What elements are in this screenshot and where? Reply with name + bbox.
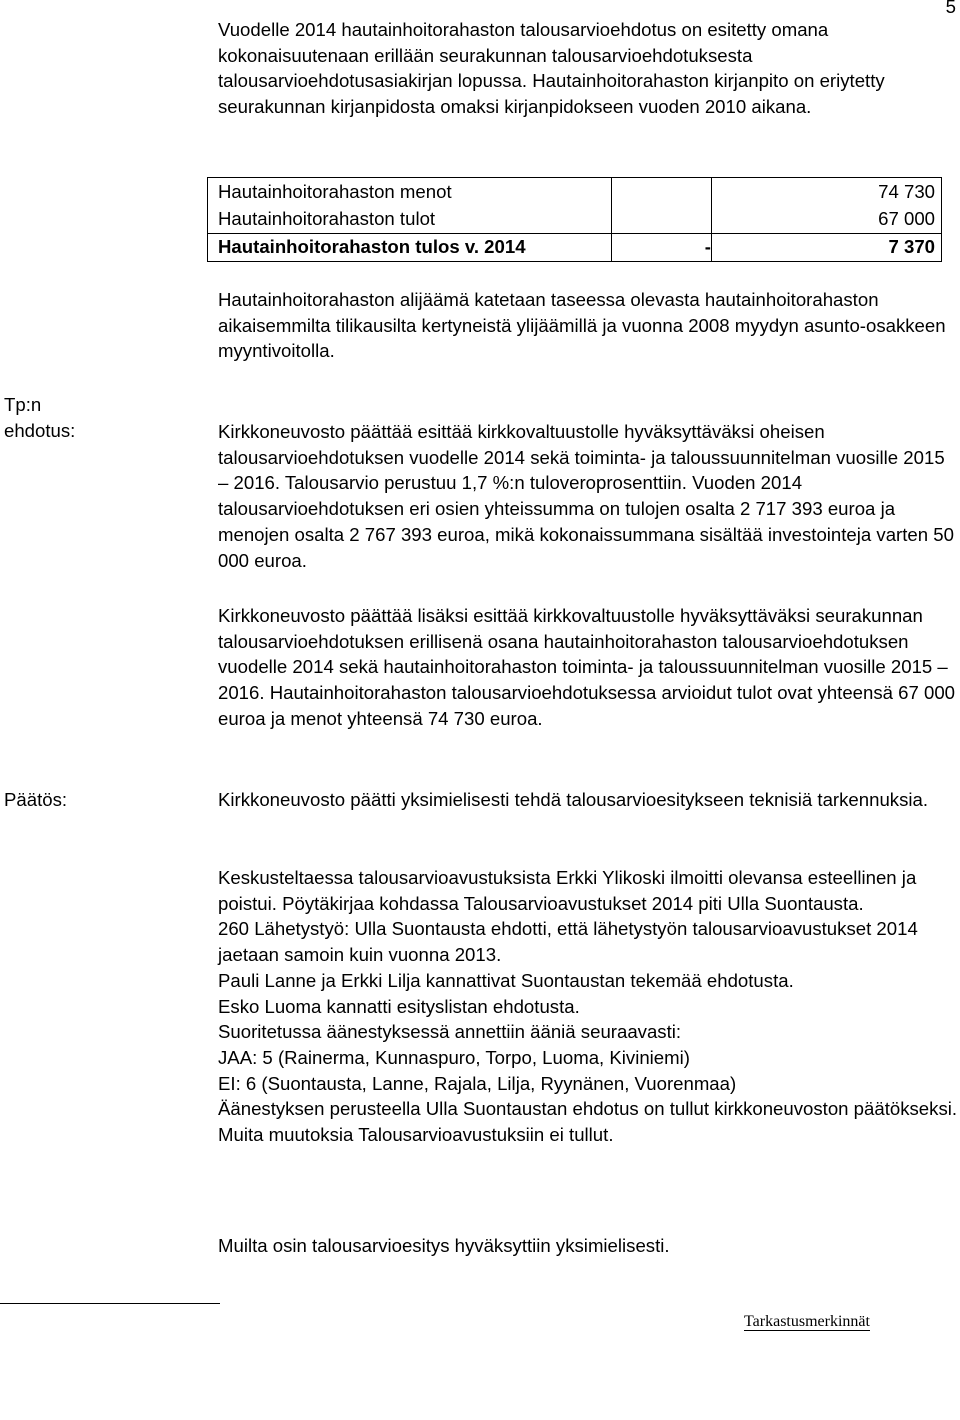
decision-paragraph-1: [218, 787, 958, 813]
decision-final: [218, 1233, 958, 1259]
decision-line: EI: 6 (Suontausta, Lanne, Rajala, Lilja, Ryynänen, Vuorenmaa): [218, 1072, 737, 1094]
decision-line: 260 Lähetystyö: Ulla Suontausta ehdotti, että lähetystyön talousarvioavustukset 2014 jaetaan samoin kuin vuonna 2013.: [218, 918, 918, 966]
decision-label: Päätös:: [4, 789, 68, 810]
budget-row-income: [208, 205, 942, 233]
proposal-text-2: Kirkkoneuvosto päättää lisäksi esittää kirkkovaltuustolle hyväksyttäväksi seurakunnan talousarvioehdotuksen erillisenä osana hautainhoitorahaston talousarvioehdotuksen vuodelle 2014 sekä hautainhoitorahaston toiminta- ja taloussuunnitelman vuosille 2015 – 2016. Hautainhoitorahaston talousarvioehdotuksessa arvioidut tulot ovat yhteensä 67 000 euroa ja menot yhteensä 74 730 euroa.: [218, 605, 956, 729]
proposal-label-line2: ehdotus:: [4, 419, 76, 441]
review-stamp: [744, 1312, 894, 1332]
footer-rule: [0, 1303, 220, 1304]
decision-line: JAA: 5 (Rainerma, Kunnaspuro, Torpo, Luoma, Kiviniemi): [218, 1046, 690, 1068]
proposal-text-1: Kirkkoneuvosto päättää esittää kirkkovaltuustolle hyväksyttäväksi oheisen talousarvioehdotuksen vuodelle 2014 sekä toiminta- ja taloussuunnitelman vuosille 2015 – 2016. Talousarvio perustuu 1,7 %:n tuloveroprosenttiin. Vuoden 2014 talousarvioehdotuksen eri osien yhteissumma on tulojen osalta 2 717 393 euroa ja menojen osalta 2 767 393 euroa, mikä kokonaissummana sisältää investointeja varten 50 000 euroa.: [218, 421, 954, 571]
review-stamp-text: Tarkastusmerkinnät: [744, 1313, 870, 1330]
decision-line: Äänestyksen perusteella Ulla Suontaustan ehdotus on tullut kirkkoneuvoston päätökseksi.: [218, 1098, 958, 1120]
budget-sign: -: [612, 233, 712, 261]
proposal-paragraph-1: [218, 419, 958, 573]
decision-details: [218, 865, 958, 1148]
proposal-label: [4, 392, 75, 443]
budget-row-result: [208, 233, 942, 261]
page-number: 5: [945, 0, 956, 17]
decision-text-1: Kirkkoneuvosto päätti yksimielisesti tehdä talousarvioesitykseen teknisiä tarkennuksia.: [218, 789, 929, 810]
budget-sign: [612, 205, 712, 233]
deficit-note: [218, 287, 958, 364]
budget-label: Hautainhoitorahaston menot: [208, 178, 612, 206]
intro-text: Vuodelle 2014 hautainhoitorahaston talousarvioehdotus on esitetty omana kokonaisuutenaan erillään seurakunnan talousarvioehdotuksesta talousarvioehdotusasiakirjan lopussa. Hautainhoitorahaston kirjanpito on eriytetty seurakunnan kirjanpidosta omaksi kirjanpidokseen vuoden 2010 aikana.: [218, 19, 885, 118]
proposal-label-line1: Tp:n: [4, 394, 42, 415]
budget-sign: [612, 178, 712, 206]
budget-label: Hautainhoitorahaston tulot: [208, 205, 612, 233]
budget-label: Hautainhoitorahaston tulos v. 2014: [208, 233, 612, 261]
budget-value: 7 370: [712, 233, 942, 261]
deficit-note-text: Hautainhoitorahaston alijäämä katetaan taseessa olevasta hautainhoitorahaston aikaisemmilta tilikausilta kertyneistä ylijäämillä ja vuonna 2008 myydyn asunto-osakkeen myyntivoitolla.: [218, 289, 946, 362]
proposal-paragraph-2: [218, 603, 958, 732]
decision-line: Keskusteltaessa talousarvioavustuksista Erkki Ylikoski ilmoitti olevansa esteellinen ja poistui. Pöytäkirjaa kohdassa Talousarvioavustukset 2014 piti Ulla Suontausta.: [218, 867, 917, 914]
budget-row-expenses: [208, 178, 942, 206]
decision-line: Pauli Lanne ja Erkki Lilja kannattivat Suontaustan tekemää ehdotusta.: [218, 969, 794, 991]
intro-paragraph: [218, 17, 958, 120]
decision-line: Suoritetussa äänestyksessä annettiin ääniä seuraavasti:: [218, 1021, 682, 1043]
decision-final-text: Muilta osin talousarvioesitys hyväksyttiin yksimielisesti.: [218, 1235, 670, 1256]
budget-table: [207, 177, 942, 262]
budget-value: 67 000: [712, 205, 942, 233]
decision-line: Muita muutoksia Talousarvioavustuksiin ei tullut.: [218, 1124, 614, 1146]
decision-line: Esko Luoma kannatti esityslistan ehdotusta.: [218, 995, 580, 1017]
budget-value: 74 730: [712, 178, 942, 206]
